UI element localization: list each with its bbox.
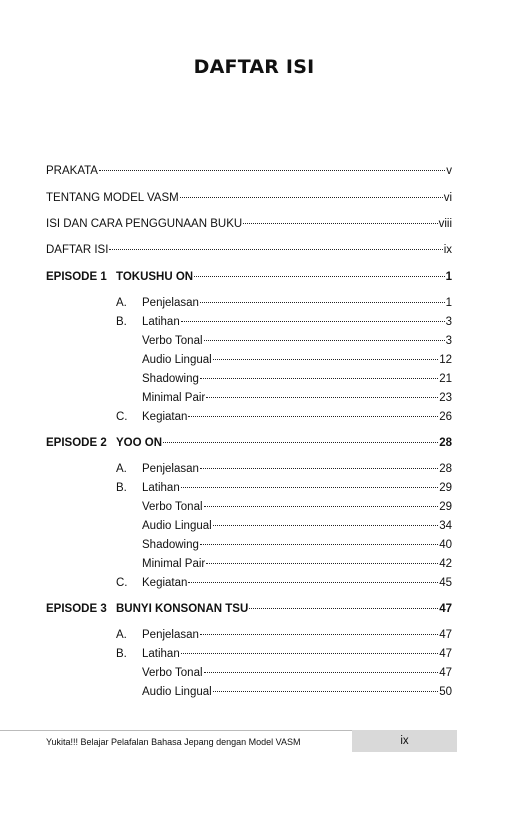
toc-entry-section[interactable] <box>142 684 452 700</box>
toc-entry-episode[interactable] <box>116 601 452 617</box>
toc-entry-section[interactable] <box>142 646 452 662</box>
toc-entry-section[interactable] <box>142 409 452 425</box>
toc-entry-page: ix <box>443 244 452 256</box>
dot-leader <box>243 223 437 224</box>
dot-leader <box>188 416 438 417</box>
section-letter: B. <box>116 648 127 660</box>
footer-book-title: Yukita!!! Belajar Pelafalan Bahasa Jepang dengan Model VASM <box>46 737 301 747</box>
toc-entry-label: Penjelasan <box>142 297 199 309</box>
toc-entry-section[interactable] <box>142 352 452 368</box>
dot-leader <box>99 170 445 171</box>
toc-entry-episode[interactable] <box>116 269 452 285</box>
toc-entry-section[interactable] <box>142 480 452 496</box>
toc-entry-label: TENTANG MODEL VASM <box>46 192 179 204</box>
dot-leader <box>204 340 445 341</box>
dot-leader <box>181 487 438 488</box>
toc-entry-label: YOO ON <box>116 437 163 449</box>
page-footer <box>0 730 457 752</box>
dot-leader <box>204 506 439 507</box>
episode-number: EPISODE 2 <box>46 437 107 449</box>
dot-leader <box>249 608 438 609</box>
toc-entry-label: ISI DAN CARA PENGGUNAAN BUKU <box>46 218 243 230</box>
section-letter: B. <box>116 482 127 494</box>
toc-entry-label: Latihan <box>142 482 180 494</box>
toc-entry-page: 45 <box>439 577 452 589</box>
toc-entry-page: vi <box>443 192 452 204</box>
episode-number: EPISODE 3 <box>46 603 107 615</box>
toc-entry-label: Shadowing <box>142 539 199 551</box>
toc-entry-episode[interactable] <box>116 435 452 451</box>
toc-entry-section[interactable] <box>142 461 452 477</box>
toc-entry-label: Penjelasan <box>142 463 199 475</box>
toc-entry-label: PRAKATA <box>46 165 98 177</box>
toc-entry-label: Minimal Pair <box>142 558 206 570</box>
toc-entry-front-matter[interactable] <box>46 242 452 258</box>
toc-entry-section[interactable] <box>142 518 452 534</box>
toc-entry-page: 3 <box>445 316 452 328</box>
toc-entry-label: Verbo Tonal <box>142 335 203 347</box>
dot-leader <box>213 691 439 692</box>
toc-entry-front-matter[interactable] <box>46 216 452 232</box>
dot-leader <box>200 634 438 635</box>
toc-entry-label: Penjelasan <box>142 629 199 641</box>
toc-entry-section[interactable] <box>142 295 452 311</box>
footer-page-number: ix <box>352 730 457 752</box>
toc-entry-page: 23 <box>439 392 452 404</box>
toc-entry-page: 1 <box>445 297 452 309</box>
toc-entry-page: 50 <box>439 686 452 698</box>
toc-entry-label: BUNYI KONSONAN TSU <box>116 603 249 615</box>
toc-entry-page: 12 <box>439 354 452 366</box>
dot-leader <box>213 525 439 526</box>
toc-entry-page: 47 <box>439 629 452 641</box>
dot-leader <box>181 653 438 654</box>
dot-leader <box>194 276 444 277</box>
toc-entry-page: viii <box>438 218 452 230</box>
toc-entry-page: 47 <box>439 648 452 660</box>
toc-entry-section[interactable] <box>142 333 452 349</box>
section-letter: A. <box>116 629 127 641</box>
dot-leader <box>206 397 438 398</box>
dot-leader <box>204 672 439 673</box>
toc-entry-label: Latihan <box>142 316 180 328</box>
dot-leader <box>200 302 445 303</box>
toc-entry-section[interactable] <box>142 499 452 515</box>
toc-entry-label: Kegiatan <box>142 411 188 423</box>
toc-entry-section[interactable] <box>142 665 452 681</box>
toc-entry-label: Verbo Tonal <box>142 667 203 679</box>
toc-entry-label: Latihan <box>142 648 180 660</box>
dot-leader <box>200 544 438 545</box>
episode-number: EPISODE 1 <box>46 271 107 283</box>
toc-entry-section[interactable] <box>142 537 452 553</box>
toc-entry-page: 47 <box>439 667 452 679</box>
toc-entry-label: Audio Lingual <box>142 520 212 532</box>
toc-entry-page: 28 <box>439 437 452 449</box>
toc-entry-label: TOKUSHU ON <box>116 271 194 283</box>
toc-entry-page: 26 <box>439 411 452 423</box>
toc-entry-page: 42 <box>439 558 452 570</box>
toc-entry-page: 1 <box>445 271 452 283</box>
dot-leader <box>206 563 438 564</box>
toc-entry-label: Audio Lingual <box>142 354 212 366</box>
section-letter: A. <box>116 297 127 309</box>
toc-entry-front-matter[interactable] <box>46 190 452 206</box>
toc-entry-section[interactable] <box>142 390 452 406</box>
dot-leader <box>213 359 439 360</box>
dot-leader <box>163 442 438 443</box>
toc-entry-page: 29 <box>439 482 452 494</box>
toc-entry-label: Verbo Tonal <box>142 501 203 513</box>
toc-entry-page: 21 <box>439 373 452 385</box>
toc-entry-page: 34 <box>439 520 452 532</box>
dot-leader <box>188 582 438 583</box>
toc-entry-page: 40 <box>439 539 452 551</box>
toc-entry-page: 28 <box>439 463 452 475</box>
footer-divider <box>0 730 352 731</box>
toc-entry-section[interactable] <box>142 556 452 572</box>
dot-leader <box>200 378 438 379</box>
section-letter: C. <box>116 411 128 423</box>
toc-entry-label: Shadowing <box>142 373 199 385</box>
toc-entry-section[interactable] <box>142 627 452 643</box>
toc-entry-label: Audio Lingual <box>142 686 212 698</box>
dot-leader <box>200 468 438 469</box>
toc-entry-front-matter[interactable] <box>46 163 452 179</box>
toc-entry-page: 29 <box>439 501 452 513</box>
toc-entry-label: Kegiatan <box>142 577 188 589</box>
toc-entry-page: 3 <box>445 335 452 347</box>
toc-entry-label: Minimal Pair <box>142 392 206 404</box>
toc-entry-section[interactable] <box>142 314 452 330</box>
toc-entry-page: v <box>446 165 452 177</box>
dot-leader <box>181 321 445 322</box>
toc-entry-label: DAFTAR ISI <box>46 244 109 256</box>
toc-entry-section[interactable] <box>142 371 452 387</box>
toc-entry-section[interactable] <box>142 575 452 591</box>
section-letter: A. <box>116 463 127 475</box>
section-letter: C. <box>116 577 128 589</box>
page-title: DAFTAR ISI <box>193 56 315 78</box>
toc-entry-page: 47 <box>439 603 452 615</box>
dot-leader <box>180 197 443 198</box>
section-letter: B. <box>116 316 127 328</box>
dot-leader <box>109 249 442 250</box>
